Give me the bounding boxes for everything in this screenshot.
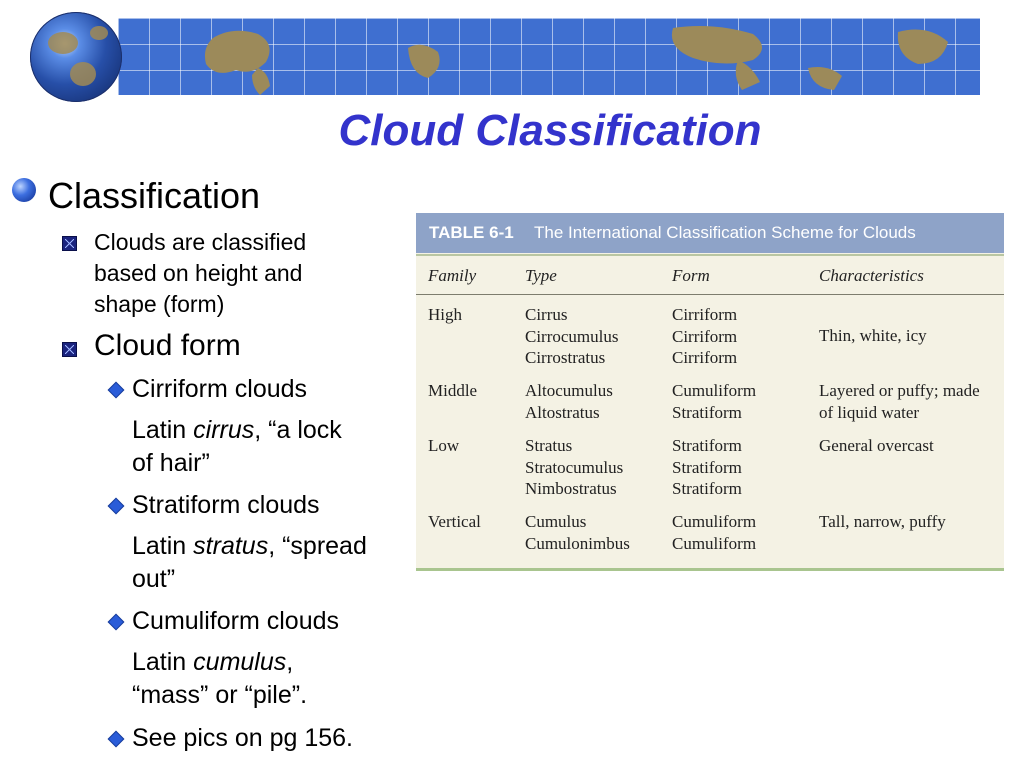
form-name: Cirriform [672, 326, 738, 346]
world-map-graphic [118, 18, 980, 95]
bullet-cumuliform: Cumuliform clouds [132, 607, 340, 635]
table-number: TABLE 6-1 [429, 223, 514, 242]
col-header-form: Form [672, 266, 710, 285]
cell-char-middle [819, 380, 980, 423]
type-name: Cirrus [525, 305, 568, 324]
latin-cumulus-line2: “mass” or “pile”. [132, 681, 308, 709]
square-x-icon [62, 236, 77, 251]
latin-stratus-line1 [132, 530, 367, 563]
blue-diamond-icon [109, 615, 123, 629]
col-header-type: Type [525, 266, 557, 285]
form-name: Cirriform [672, 348, 738, 367]
cell-types-low [525, 435, 623, 500]
blue-diamond-icon [109, 383, 123, 397]
world-map-banner [118, 18, 980, 95]
form-name: Stratiform [672, 402, 742, 422]
type-name: Cirrostratus [525, 348, 606, 367]
cloud-classification-table [416, 213, 1004, 571]
cell-forms-middle [672, 380, 756, 423]
table-rule-top [416, 254, 1004, 256]
bullet-clouds-classified [94, 227, 306, 320]
form-name: Stratiform [672, 436, 742, 455]
bullet-clouds-classified-line: Clouds are classified [94, 229, 307, 255]
form-name: Cumuliform [672, 381, 757, 400]
bullet-classification [12, 175, 260, 217]
cell-family-vertical: Vertical [428, 512, 481, 531]
latin-rest: , “spread [268, 532, 367, 560]
type-name: Altostratus [525, 402, 600, 422]
bullet-classification-text: Classification [48, 175, 261, 216]
form-name: Cumuliform [672, 512, 757, 531]
type-name: Cirrocumulus [525, 326, 619, 346]
latin-stratus [132, 530, 367, 596]
type-name: Stratocumulus [525, 457, 624, 477]
type-name: Altocumulus [525, 381, 613, 400]
table-rule-header [416, 294, 1004, 295]
form-name: Stratiform [672, 479, 742, 498]
latin-word: cirrus [193, 416, 255, 444]
latin-prefix: Latin [132, 648, 194, 676]
bullet-cloud-form: Cloud form [94, 329, 241, 362]
char-line: of liquid water [819, 402, 920, 422]
type-name: Stratus [525, 436, 573, 455]
cell-family-high: High [428, 305, 462, 324]
latin-cirrus-line1 [132, 414, 342, 447]
blue-diamond-icon [109, 499, 123, 513]
table-rule-bottom [416, 568, 1004, 571]
square-x-icon [62, 342, 77, 357]
cell-types-high [525, 304, 619, 369]
latin-cirrus-line2: of hair” [132, 449, 210, 477]
latin-cirrus [132, 414, 342, 480]
bullet-clouds-classified-line: based on height and [94, 260, 303, 286]
latin-word: stratus [193, 532, 269, 560]
blue-diamond-icon [109, 732, 123, 746]
form-name: Cirriform [672, 305, 738, 324]
latin-rest: , “a lock [254, 416, 342, 444]
col-header-characteristics: Characteristics [819, 266, 924, 285]
cell-char-vertical: Tall, narrow, puffy [819, 512, 946, 531]
form-name: Stratiform [672, 457, 742, 477]
char-line: Layered or puffy; made [819, 381, 980, 400]
latin-rest: , [286, 648, 294, 676]
blue-orb-icon [12, 178, 36, 202]
form-name: Cumuliform [672, 533, 757, 553]
table-caption-bar [416, 213, 1004, 253]
latin-prefix: Latin [132, 416, 194, 444]
latin-stratus-line2: out” [132, 565, 176, 593]
latin-cumulus-line1 [132, 646, 307, 679]
bullet-clouds-classified-line: shape (form) [94, 291, 225, 317]
bullet-stratiform: Stratiform clouds [132, 491, 320, 519]
table-caption: The International Classification Scheme for Clouds [534, 223, 916, 242]
latin-prefix: Latin [132, 532, 194, 560]
cell-forms-vertical [672, 511, 756, 554]
globe-icon [30, 12, 122, 102]
bullet-see-pics: See pics on pg 156. [132, 724, 353, 752]
latin-cumulus [132, 646, 307, 712]
cell-family-low: Low [428, 436, 460, 455]
type-name: Cumulus [525, 512, 587, 531]
cell-types-middle [525, 380, 613, 423]
cell-char-high: Thin, white, icy [819, 326, 927, 345]
cell-char-low: General overcast [819, 436, 934, 455]
type-name: Nimbostratus [525, 479, 617, 498]
cell-types-vertical [525, 511, 630, 554]
col-header-family: Family [428, 266, 477, 285]
slide-title: Cloud Classification [338, 106, 762, 155]
type-name: Cumulonimbus [525, 533, 630, 553]
cell-forms-low [672, 435, 742, 500]
cell-forms-high [672, 304, 737, 369]
cell-family-middle: Middle [428, 381, 478, 400]
latin-word: cumulus [193, 648, 287, 676]
bullet-cirriform: Cirriform clouds [132, 375, 308, 403]
